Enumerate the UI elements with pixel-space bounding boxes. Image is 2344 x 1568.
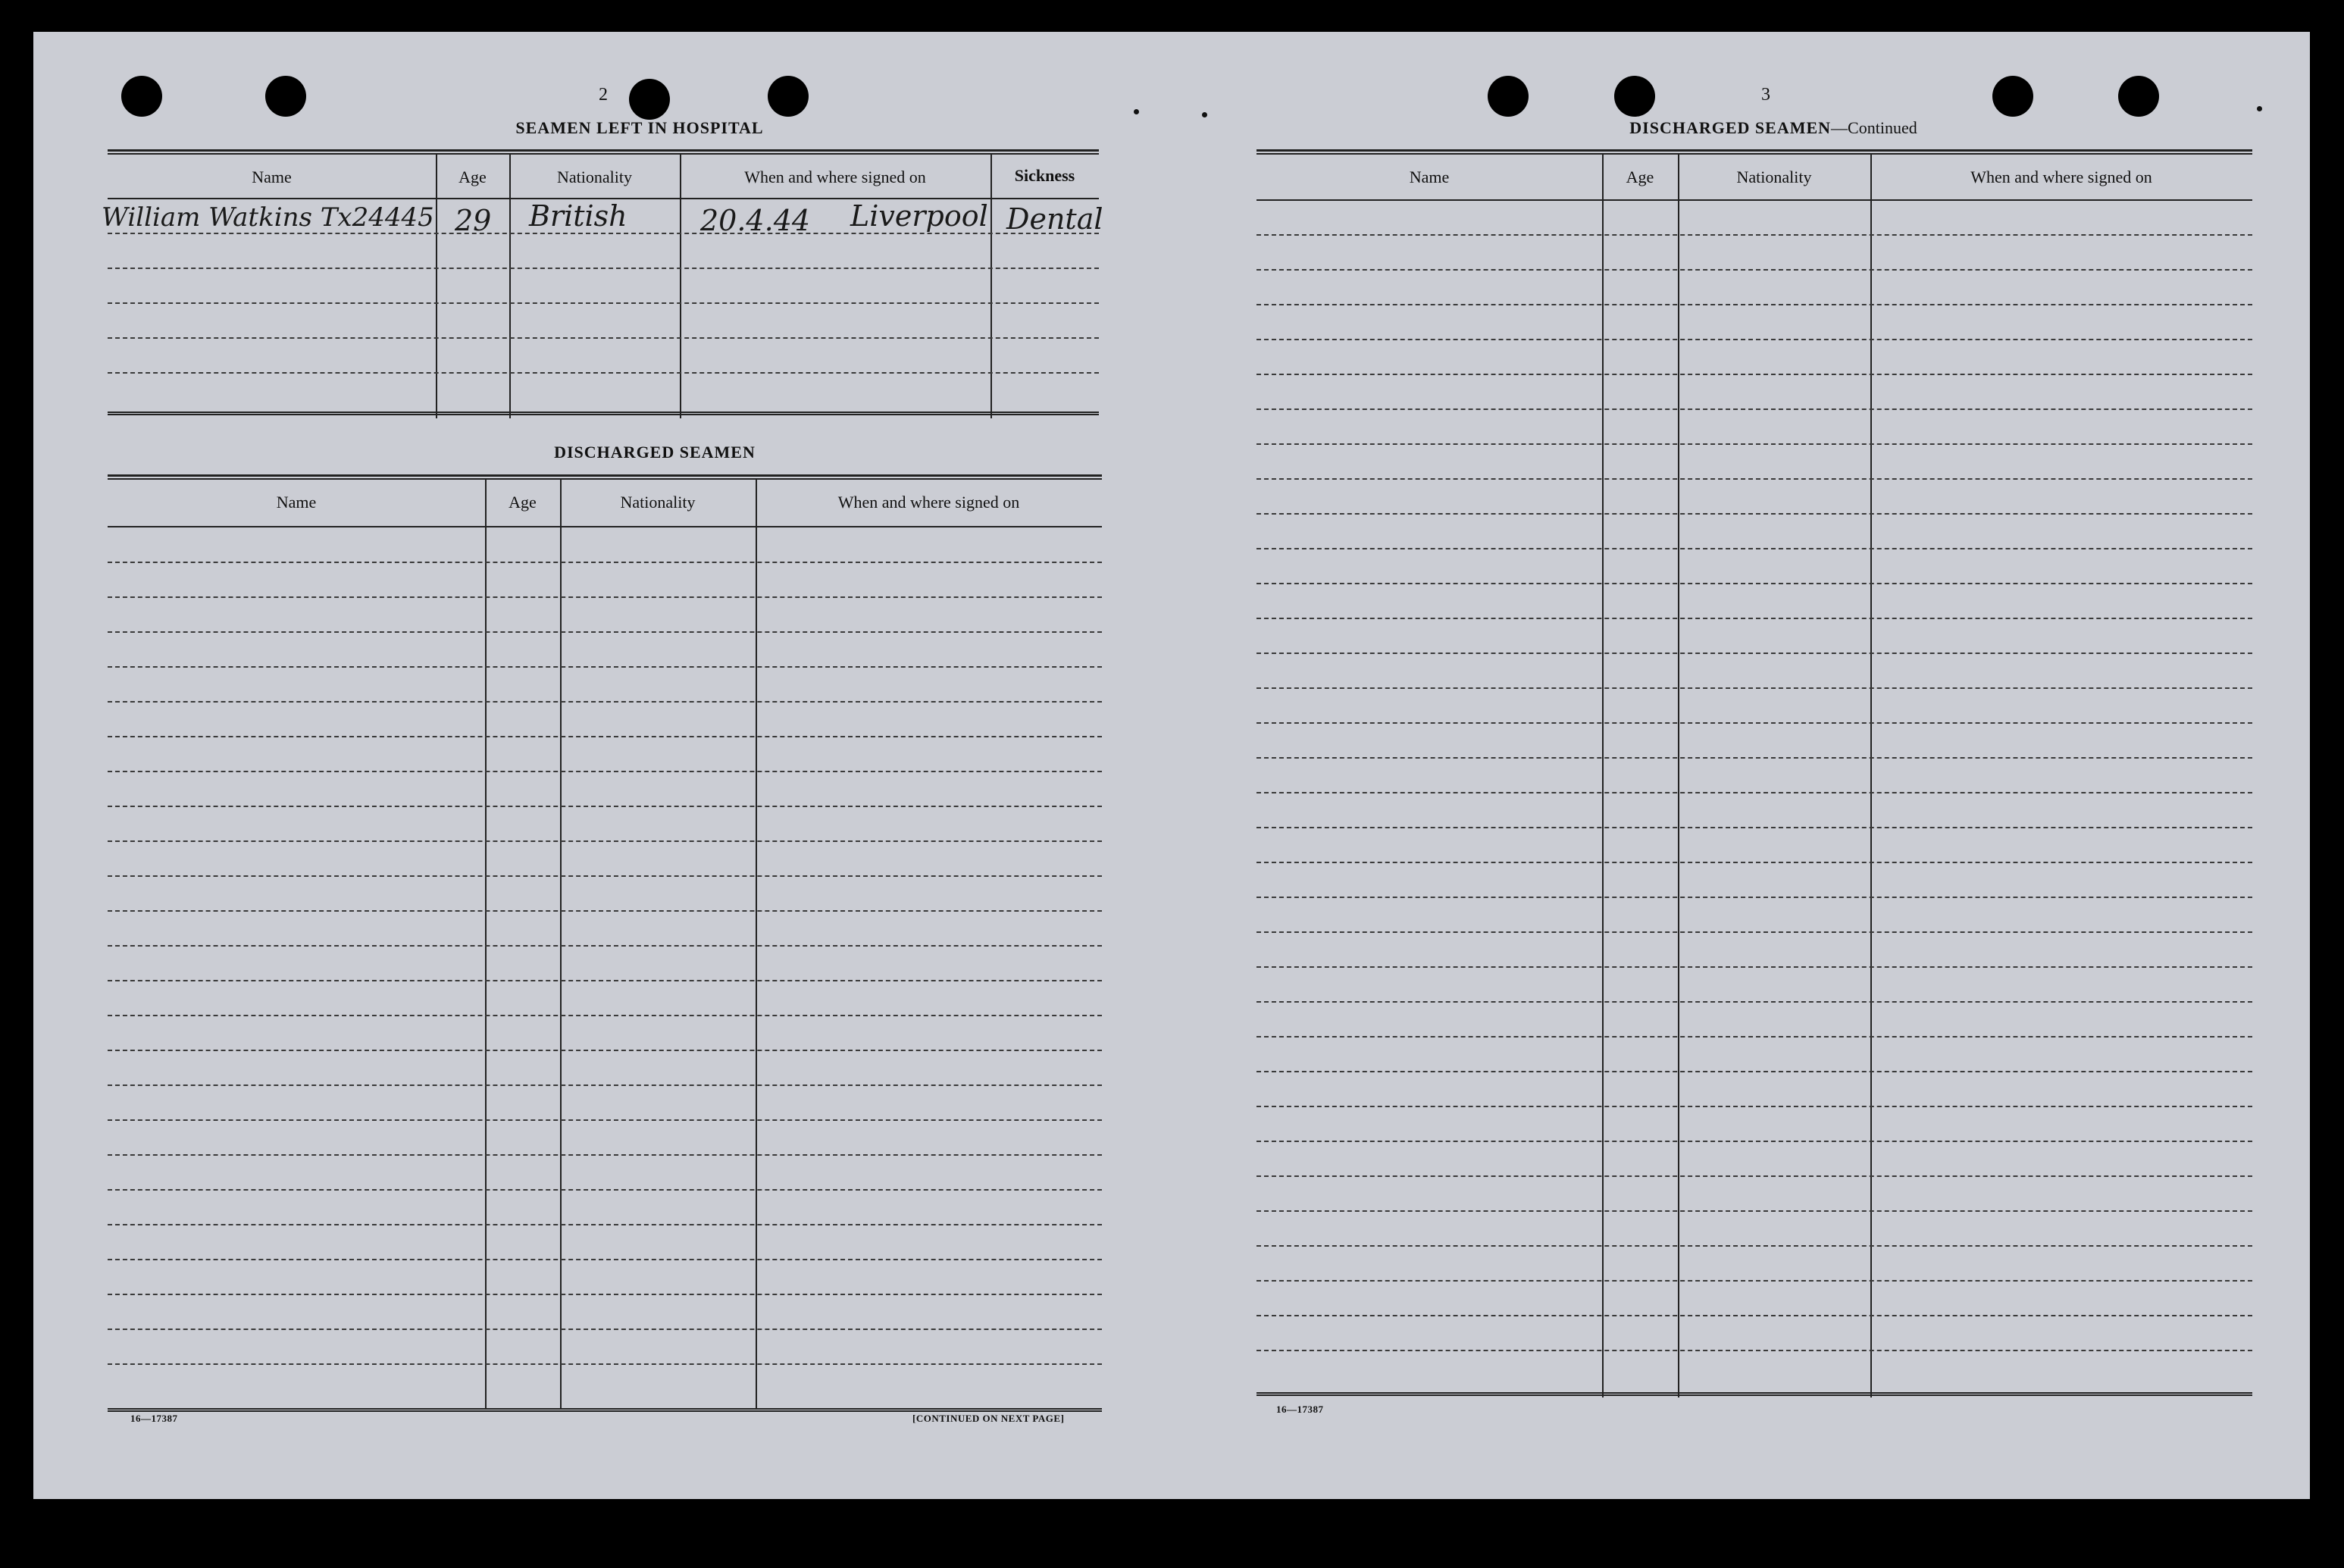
table-bottom-rule (108, 412, 1099, 415)
table-row (108, 1189, 1102, 1191)
header-rule (1256, 199, 2252, 201)
header-sickness: Sickness (1014, 166, 1075, 185)
discharged-table-right (1256, 149, 2252, 1438)
table-row (108, 910, 1102, 912)
header-signed-on: When and where signed on (837, 493, 1020, 512)
table-row (108, 806, 1102, 807)
column-divider (509, 155, 511, 418)
table-row (1256, 653, 2252, 654)
continued-note: [CONTINUED ON NEXT PAGE] (912, 1413, 1065, 1424)
punch-hole (121, 76, 162, 117)
speck (2257, 106, 2262, 111)
table-row (108, 701, 1102, 703)
discharged-title-left: DISCHARGED SEAMEN (554, 443, 756, 462)
table-row (108, 337, 1099, 339)
table-row (108, 372, 1099, 374)
table-row (1256, 548, 2252, 549)
table-row (1256, 1315, 2252, 1316)
column-divider (560, 480, 562, 1408)
header-nationality: Nationality (557, 167, 632, 186)
header-age: Age (458, 167, 487, 186)
table-row (108, 840, 1102, 842)
table-rule (108, 149, 1099, 155)
page-number-left: 2 (599, 85, 608, 105)
header-age: Age (1626, 167, 1654, 186)
table-row (108, 1084, 1102, 1086)
table-row (1256, 827, 2252, 828)
table-row (1256, 618, 2252, 619)
discharged-continued-title (1523, 118, 2023, 138)
column-divider (680, 155, 681, 418)
table-row (108, 1050, 1102, 1051)
table-row (108, 736, 1102, 737)
column-divider (756, 480, 757, 1408)
table-row (108, 1294, 1102, 1295)
table-row (1256, 792, 2252, 793)
table-row (1256, 1175, 2252, 1177)
header-age: Age (509, 493, 537, 512)
column-divider (436, 155, 437, 418)
table-row (1256, 1036, 2252, 1038)
table-row (1256, 1106, 2252, 1107)
speck (1134, 109, 1139, 114)
table-row (1256, 339, 2252, 340)
header-signed-on: When and where signed on (744, 167, 926, 186)
document-sheet (33, 32, 2310, 1499)
table-row (108, 631, 1102, 633)
form-number-left: 16—17387 (130, 1413, 178, 1424)
table-row (108, 233, 1099, 234)
table-row (1256, 1245, 2252, 1247)
column-divider (990, 155, 992, 418)
table-row (1256, 478, 2252, 480)
handwritten-place: Liverpool (850, 199, 988, 233)
handwritten-age: 29 (455, 204, 492, 237)
table-row (1256, 966, 2252, 968)
punch-hole (629, 79, 670, 120)
handwritten-sickness: Dental (1006, 202, 1103, 236)
table-row (108, 945, 1102, 947)
table-row (108, 596, 1102, 598)
column-divider (485, 480, 487, 1408)
header-rule (108, 526, 1102, 527)
header-nationality: Nationality (1736, 167, 1812, 186)
handwritten-name: William Watkins Tx24445 (102, 202, 434, 233)
table-row (108, 562, 1102, 563)
table-row (1256, 374, 2252, 375)
header-name: Name (252, 167, 292, 186)
table-row (1256, 583, 2252, 584)
title-suffix: —Continued (1831, 118, 1917, 137)
table-bottom-rule (108, 1408, 1102, 1412)
handwritten-nationality: British (529, 199, 627, 233)
punch-hole (1614, 76, 1655, 117)
page-number-right: 3 (1761, 85, 1770, 105)
title-main: DISCHARGED SEAMEN (1629, 118, 1832, 137)
punch-hole (2118, 76, 2159, 117)
table-row (108, 1224, 1102, 1225)
table-row (108, 1363, 1102, 1365)
header-name: Name (1409, 167, 1450, 186)
handwritten-date: 20.4.44 (700, 204, 811, 237)
table-row (108, 1154, 1102, 1156)
table-row (1256, 304, 2252, 305)
table-rule (108, 474, 1102, 480)
table-row (1256, 1280, 2252, 1282)
discharged-table-left (108, 474, 1102, 1444)
table-row (108, 1329, 1102, 1330)
table-row (1256, 1350, 2252, 1351)
table-row (1256, 897, 2252, 898)
table-row (1256, 234, 2252, 236)
table-row (108, 875, 1102, 877)
hospital-title: SEAMEN LEFT IN HOSPITAL (515, 118, 764, 137)
table-row (1256, 1210, 2252, 1212)
punch-hole (1488, 76, 1529, 117)
header-nationality: Nationality (620, 493, 696, 512)
table-row (1256, 687, 2252, 689)
table-row (1256, 931, 2252, 933)
table-row (1256, 269, 2252, 271)
header-signed-on: When and where signed on (1970, 167, 2152, 186)
table-row (1256, 513, 2252, 515)
form-number-right: 16—17387 (1276, 1404, 1324, 1415)
table-rule (1256, 149, 2252, 155)
table-row (108, 1119, 1102, 1121)
table-row (1256, 1071, 2252, 1072)
table-row (1256, 1141, 2252, 1142)
table-row (1256, 722, 2252, 724)
table-bottom-rule (1256, 1392, 2252, 1396)
punch-hole (1992, 76, 2033, 117)
table-row (1256, 408, 2252, 410)
table-row (1256, 443, 2252, 445)
hospital-table (102, 149, 1103, 456)
table-row (108, 980, 1102, 981)
table-row (108, 302, 1099, 304)
table-row (108, 771, 1102, 772)
table-row (1256, 862, 2252, 863)
punch-hole (768, 76, 809, 117)
table-row (108, 1015, 1102, 1016)
table-row (108, 1259, 1102, 1260)
header-name: Name (276, 493, 317, 512)
punch-hole (265, 76, 306, 117)
speck (1202, 112, 1207, 117)
table-row (1256, 1001, 2252, 1003)
table-row (1256, 757, 2252, 759)
table-row (108, 268, 1099, 269)
table-row (108, 666, 1102, 668)
